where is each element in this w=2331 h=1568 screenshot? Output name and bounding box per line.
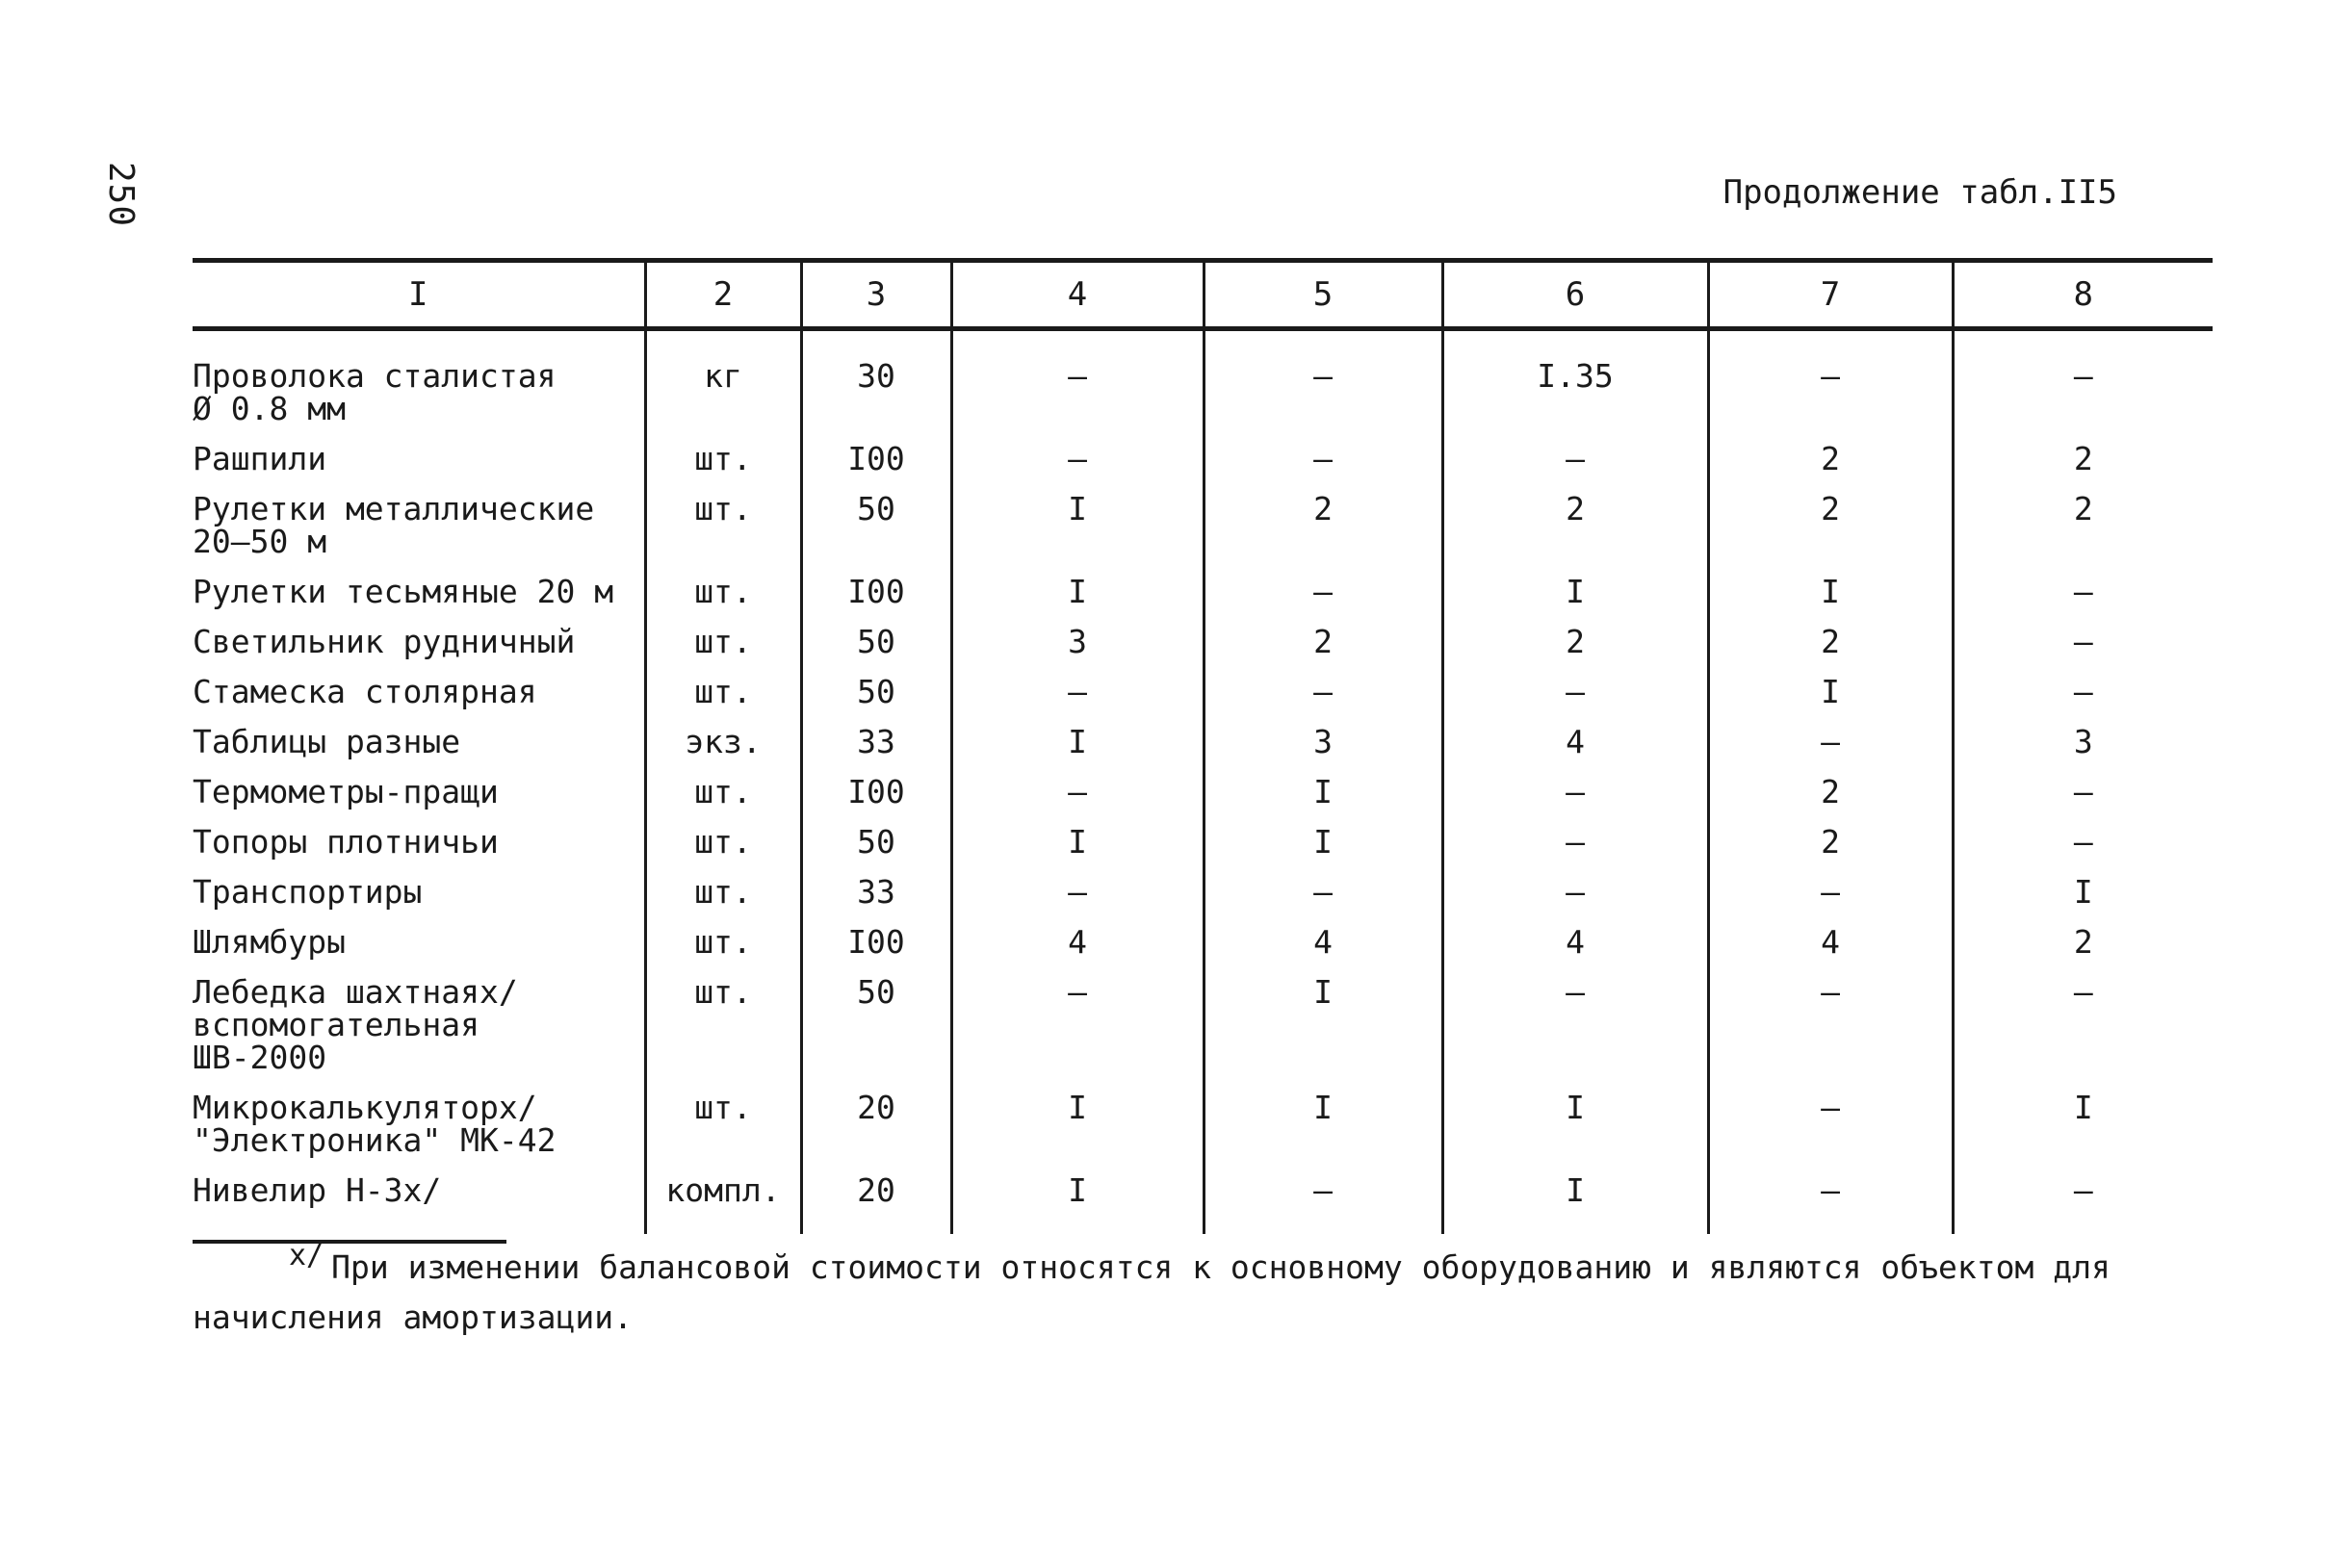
table-cell: 2 xyxy=(1442,620,1708,670)
table-cell: – xyxy=(1204,437,1442,487)
equipment-table-container xyxy=(193,258,2213,1234)
table-cell: – xyxy=(1204,329,1442,438)
table-cell: 2 xyxy=(1204,620,1442,670)
table-cell: – xyxy=(1204,570,1442,620)
item-name-cell: Шлямбуры xyxy=(193,923,346,961)
table-cell: шт. xyxy=(645,570,801,620)
table-cell: – xyxy=(951,970,1204,1086)
table-cell: – xyxy=(951,670,1204,720)
table-row xyxy=(193,1086,2213,1169)
equipment-table xyxy=(193,258,2213,1234)
table-cell: – xyxy=(1708,1169,1953,1234)
table-row xyxy=(193,920,2213,970)
table-cell: I xyxy=(1204,820,1442,870)
table-cell: I xyxy=(1204,1086,1442,1169)
table-cell: 3 xyxy=(1953,720,2213,770)
table-cell: I xyxy=(1442,570,1708,620)
table-cell: I xyxy=(1708,570,1953,620)
table-cell: – xyxy=(1953,820,2213,870)
table-cell: 4 xyxy=(1708,920,1953,970)
table-cell: – xyxy=(1953,970,2213,1086)
table-cell: 33 xyxy=(801,870,951,920)
table-cell: шт. xyxy=(645,820,801,870)
header-row xyxy=(193,261,2213,329)
column-header: 2 xyxy=(645,261,801,329)
table-cell: – xyxy=(1953,1169,2213,1234)
table-cell: I xyxy=(1953,870,2213,920)
table-cell: 2 xyxy=(1708,770,1953,820)
column-header: 4 xyxy=(951,261,1204,329)
table-cell: I xyxy=(1708,670,1953,720)
table-row xyxy=(193,770,2213,820)
table-cell: 2 xyxy=(1708,487,1953,570)
table-cell: I xyxy=(1204,770,1442,820)
table-cell: I00 xyxy=(801,570,951,620)
table-cell: экз. xyxy=(645,720,801,770)
table-cell: шт. xyxy=(645,620,801,670)
table-cell: – xyxy=(1953,770,2213,820)
page-number: 250 xyxy=(101,162,141,228)
table-cell: – xyxy=(1442,770,1708,820)
item-name-cell: Лебедка шахтнаяx/ вспомогательная ШВ-2000 xyxy=(193,973,518,1076)
table-cell: 2 xyxy=(1442,487,1708,570)
table-cell: шт. xyxy=(645,487,801,570)
item-name-cell: Проволока сталистая Ø 0.8 мм xyxy=(193,357,557,427)
column-header: 3 xyxy=(801,261,951,329)
table-cell: – xyxy=(951,329,1204,438)
table-cell: шт. xyxy=(645,970,801,1086)
column-header: 8 xyxy=(1953,261,2213,329)
table-cell: – xyxy=(1708,720,1953,770)
table-row xyxy=(193,870,2213,920)
table-cell: шт. xyxy=(645,920,801,970)
table-row xyxy=(193,1169,2213,1234)
table-cell: 4 xyxy=(1204,920,1442,970)
table-cell: I xyxy=(1204,970,1442,1086)
table-cell: I xyxy=(951,570,1204,620)
table-cell: 4 xyxy=(1442,920,1708,970)
table-cell: 20 xyxy=(801,1086,951,1169)
item-name-cell: Рашпили xyxy=(193,440,327,477)
table-cell: I xyxy=(951,1169,1204,1234)
column-header: 6 xyxy=(1442,261,1708,329)
table-cell: шт. xyxy=(645,1086,801,1169)
table-row xyxy=(193,820,2213,870)
table-cell: 2 xyxy=(1708,820,1953,870)
table-cell: 50 xyxy=(801,970,951,1086)
table-cell: I xyxy=(951,720,1204,770)
column-header: I xyxy=(408,275,428,314)
table-cell: – xyxy=(1708,1086,1953,1169)
table-cell: I xyxy=(951,1086,1204,1169)
table-cell: – xyxy=(1708,970,1953,1086)
table-cell: шт. xyxy=(645,770,801,820)
table-cell: I00 xyxy=(801,437,951,487)
table-cell: 4 xyxy=(1442,720,1708,770)
table-row xyxy=(193,720,2213,770)
table-cell: – xyxy=(1953,670,2213,720)
table-cell: 30 xyxy=(801,329,951,438)
table-cell: 3 xyxy=(951,620,1204,670)
column-header: 7 xyxy=(1708,261,1953,329)
table-cell: 33 xyxy=(801,720,951,770)
table-cell: 50 xyxy=(801,620,951,670)
table-cell: 2 xyxy=(1953,437,2213,487)
table-cell: I xyxy=(1442,1086,1708,1169)
table-cell: 50 xyxy=(801,820,951,870)
table-cell: 3 xyxy=(1204,720,1442,770)
table-cell: – xyxy=(1442,820,1708,870)
table-cell: – xyxy=(1708,329,1953,438)
table-cell: – xyxy=(951,770,1204,820)
table-cell: 4 xyxy=(951,920,1204,970)
table-cell: 2 xyxy=(1953,487,2213,570)
item-name-cell: Светильник рудничный xyxy=(193,623,576,660)
item-name-cell: Стамеска столярная xyxy=(193,673,537,710)
table-continuation-caption: Продолжение табл.II5 xyxy=(1722,173,2117,212)
table-row xyxy=(193,329,2213,438)
table-cell: – xyxy=(1442,970,1708,1086)
table-body xyxy=(193,329,2213,1235)
table-cell: 50 xyxy=(801,487,951,570)
table-cell: I.35 xyxy=(1442,329,1708,438)
item-name-cell: Таблицы разные xyxy=(193,723,461,760)
table-cell: 2 xyxy=(1204,487,1442,570)
table-row xyxy=(193,670,2213,720)
table-cell: – xyxy=(1708,870,1953,920)
table-cell: 2 xyxy=(1708,437,1953,487)
table-cell: I xyxy=(1442,1169,1708,1234)
table-cell: I xyxy=(1953,1086,2213,1169)
table-cell: – xyxy=(1204,1169,1442,1234)
table-cell: 2 xyxy=(1708,620,1953,670)
table-cell: – xyxy=(1204,870,1442,920)
table-cell: кг xyxy=(645,329,801,438)
footnote-mark: x/ xyxy=(289,1239,324,1272)
table-cell: – xyxy=(1442,437,1708,487)
table-cell: шт. xyxy=(645,437,801,487)
table-cell: I xyxy=(951,820,1204,870)
table-cell: – xyxy=(1204,670,1442,720)
table-cell: – xyxy=(1442,870,1708,920)
table-cell: I00 xyxy=(801,920,951,970)
item-name-cell: Транспортиры xyxy=(193,873,423,911)
table-row xyxy=(193,437,2213,487)
table-cell: 2 xyxy=(1953,920,2213,970)
table-cell: – xyxy=(1953,620,2213,670)
table-cell: – xyxy=(1953,570,2213,620)
item-name-cell: Микрокалькуляторx/ "Электроника" МК-42 xyxy=(193,1089,557,1159)
table-cell: – xyxy=(951,437,1204,487)
item-name-cell: Термометры-пращи xyxy=(193,773,499,810)
footnote-text: При изменении балансовой стоимости относятся к основному оборудованию и являются объектом для начисления амортизации. xyxy=(193,1248,2111,1336)
item-name-cell: Рулетки тесьмяные 20 м xyxy=(193,573,614,610)
item-name-cell: Рулетки металлические 20–50 м xyxy=(193,490,595,560)
table-cell: 50 xyxy=(801,670,951,720)
table-cell: 20 xyxy=(801,1169,951,1234)
table-row xyxy=(193,487,2213,570)
item-name-cell: Нивелир Н-3x/ xyxy=(193,1171,442,1209)
table-row xyxy=(193,620,2213,670)
table-cell: – xyxy=(951,870,1204,920)
table-cell: – xyxy=(1953,329,2213,438)
table-cell: – xyxy=(1442,670,1708,720)
footnote xyxy=(193,1239,2118,1342)
column-header: 5 xyxy=(1204,261,1442,329)
table-row xyxy=(193,970,2213,1086)
item-name-cell: Топоры плотничьи xyxy=(193,823,499,861)
table-cell: шт. xyxy=(645,670,801,720)
table-cell: I00 xyxy=(801,770,951,820)
table-cell: шт. xyxy=(645,870,801,920)
table-cell: I xyxy=(951,487,1204,570)
table-cell: компл. xyxy=(645,1169,801,1234)
table-header xyxy=(193,261,2213,329)
table-row xyxy=(193,570,2213,620)
